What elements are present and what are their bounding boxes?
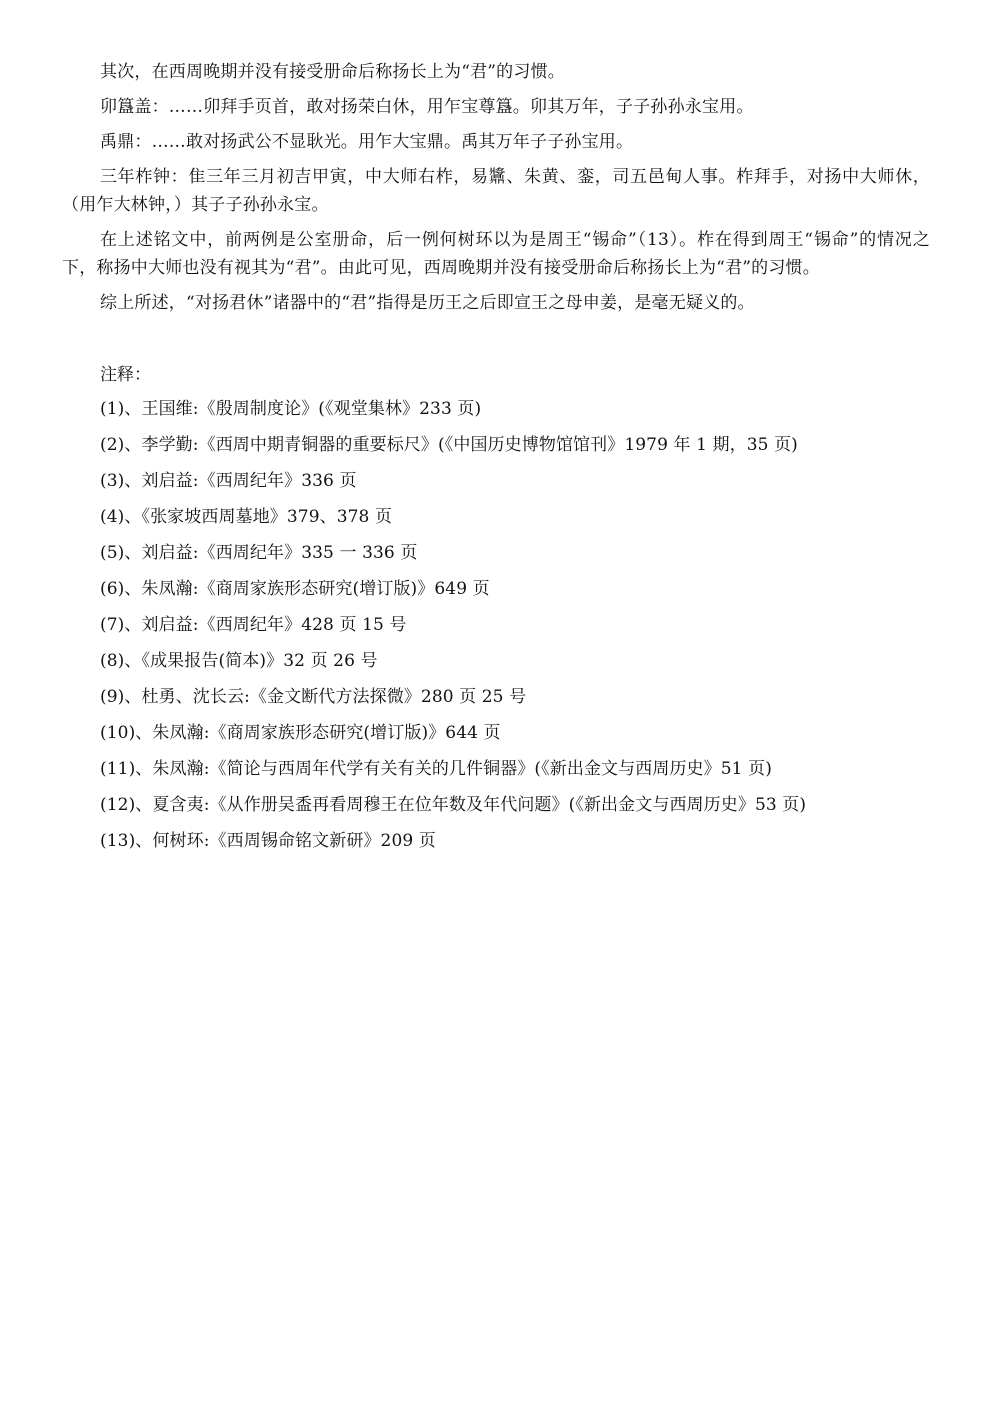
note-item: (12)、夏含夷:《从作册吴盉再看周穆王在位年数及年代问题》(《新出金文与西周历史》53 页) [100, 795, 807, 815]
note-item: (1)、王国维:《殷周制度论》(《观堂集林》233 页) [100, 399, 482, 419]
note-item: (9)、杜勇、沈长云:《金文断代方法探微》280 页 25 号 [100, 687, 527, 707]
note-item: (10)、朱凤瀚:《商周家族形态研究(增订版)》644 页 [100, 723, 501, 743]
paragraph-mao-gui-lid: 卯簋盖：……卯拜手页首，敢对扬荣白休，用乍宝尊簋。卯其万年，子子孙孙永宝用。 [100, 97, 754, 117]
note-item: (13)、何树环:《西周锡命铭文新研》209 页 [100, 831, 436, 851]
note-item: (8)、《成果报告(简本)》32 页 26 号 [100, 651, 378, 671]
note-item: (7)、刘启益:《西周纪年》428 页 15 号 [100, 615, 407, 635]
note-item: (6)、朱凤瀚:《商周家族形态研究(增订版)》649 页 [100, 579, 490, 599]
paragraph-zuo-zhong: 三年柞钟：隹三年三月初吉甲寅，中大师右柞，易䵼、朱黄、銮，司五邑甸人事。柞拜手，对扬中大师休，（用乍大林钟，）其子子孙孙永宝。 [62, 167, 930, 215]
note-item: (4)、《张家坡西周墓地》379、378 页 [100, 507, 393, 527]
note-item: (3)、刘启益:《西周纪年》336 页 [100, 471, 357, 491]
paragraph-analysis: 在上述铭文中，前两例是公室册命，后一例何树环以为是周王“锡命”（13）。柞在得到周王“锡命”的情况之下，称扬中大师也没有视其为“君”。由此可见，西周晚期并没有接受册命后称扬长上为“君”的习惯。 [62, 230, 930, 278]
note-item: (2)、李学勤:《西周中期青铜器的重要标尺》(《中国历史博物馆馆刊》1979 年 1 期，35 页) [100, 435, 798, 455]
note-item: (5)、刘启益:《西周纪年》335 一 336 页 [100, 543, 418, 563]
paragraph-yu-ding: 禹鼎：……敢对扬武公不显耿光。用乍大宝鼎。禹其万年子子孙宝用。 [100, 132, 634, 152]
paragraph-conclusion-intro: 其次，在西周晚期并没有接受册命后称扬长上为“君”的习惯。 [100, 62, 565, 82]
note-item: (11)、朱凤瀚:《简论与西周年代学有关有关的几件铜器》(《新出金文与西周历史》51 页) [100, 759, 772, 779]
notes-section [62, 361, 930, 855]
notes-title: 注释： [100, 365, 151, 385]
body-text [62, 58, 930, 317]
paragraph-summary: 综上所述，“对扬君休”诸器中的“君”指得是历王之后即宣王之母申姜，是毫无疑义的。 [100, 293, 755, 313]
